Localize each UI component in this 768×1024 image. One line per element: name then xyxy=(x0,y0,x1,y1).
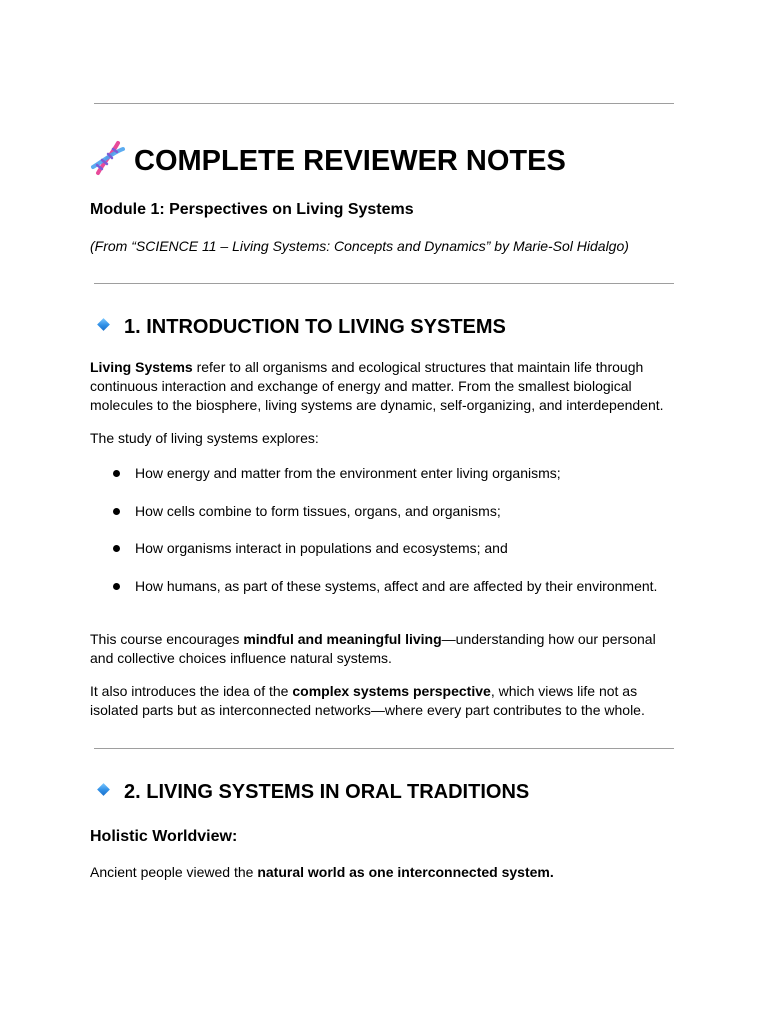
holistic-worldview-subheading: Holistic Worldview: xyxy=(90,828,238,845)
document-title-text: COMPLETE REVIEWER NOTES xyxy=(134,145,566,177)
course-paragraph xyxy=(90,630,682,668)
blue-diamond-icon xyxy=(97,783,110,796)
paragraph-text: —understanding how our personal and collective choices influence natural systems. xyxy=(90,631,656,666)
module-title: Module 1: Perspectives on Living Systems xyxy=(90,201,414,218)
horizontal-rule xyxy=(94,103,674,104)
bold-term: Living Systems xyxy=(90,359,193,375)
document-title xyxy=(90,140,566,181)
section-heading-oral-traditions xyxy=(96,778,529,806)
worldview-paragraph xyxy=(90,863,682,882)
paragraph-text: , which views life not as isolated parts but as interconnected networks—where every part contributes to the whole. xyxy=(90,683,645,718)
list-item-text: How energy and matter from the environment enter living organisms; xyxy=(135,465,561,481)
bullet-icon xyxy=(113,583,120,590)
bullet-icon xyxy=(113,545,120,552)
bold-phrase: natural world as one interconnected system. xyxy=(257,864,554,880)
horizontal-rule xyxy=(94,748,674,749)
horizontal-rule xyxy=(94,283,674,284)
bold-phrase: mindful and meaningful living xyxy=(243,631,442,647)
paragraph-text: refer to all organisms and ecological structures that maintain life through continuous interaction and exchange of energy and matter. From the smallest biological molecules to the biosphere, living systems are dynamic, self-organizing, and interdependent. xyxy=(90,359,664,413)
paragraph-text: Ancient people viewed the xyxy=(90,864,258,880)
list-item xyxy=(90,463,690,501)
study-topics-list xyxy=(90,463,690,614)
section-heading-text: 1. INTRODUCTION TO LIVING SYSTEMS xyxy=(124,316,506,338)
study-lead-text: The study of living systems explores: xyxy=(90,430,319,446)
bold-phrase: complex systems perspective xyxy=(292,683,491,699)
list-item xyxy=(90,501,690,539)
list-item xyxy=(90,538,690,576)
list-item-text: How organisms interact in populations and ecosystems; and xyxy=(135,540,508,557)
living-systems-definition xyxy=(90,358,682,415)
list-item-text: How humans, as part of these systems, affect and are affected by their environment. xyxy=(135,578,658,595)
paragraph-text: This course encourages xyxy=(90,631,244,647)
source-citation: (From “SCIENCE 11 – Living Systems: Concepts and Dynamics” by Marie-Sol Hidalgo) xyxy=(90,238,629,254)
dna-icon xyxy=(90,140,126,176)
paragraph-text: It also introduces the idea of the xyxy=(90,683,293,699)
blue-diamond-icon xyxy=(97,318,110,331)
list-item-text: How cells combine to form tissues, organs, and organisms; xyxy=(135,502,501,519)
complex-systems-paragraph xyxy=(90,682,682,720)
bullet-icon xyxy=(113,508,120,515)
section-heading-introduction xyxy=(96,313,506,341)
section-heading-text: 2. LIVING SYSTEMS IN ORAL TRADITIONS xyxy=(124,781,530,803)
list-item xyxy=(90,576,690,614)
bullet-icon xyxy=(113,470,120,477)
